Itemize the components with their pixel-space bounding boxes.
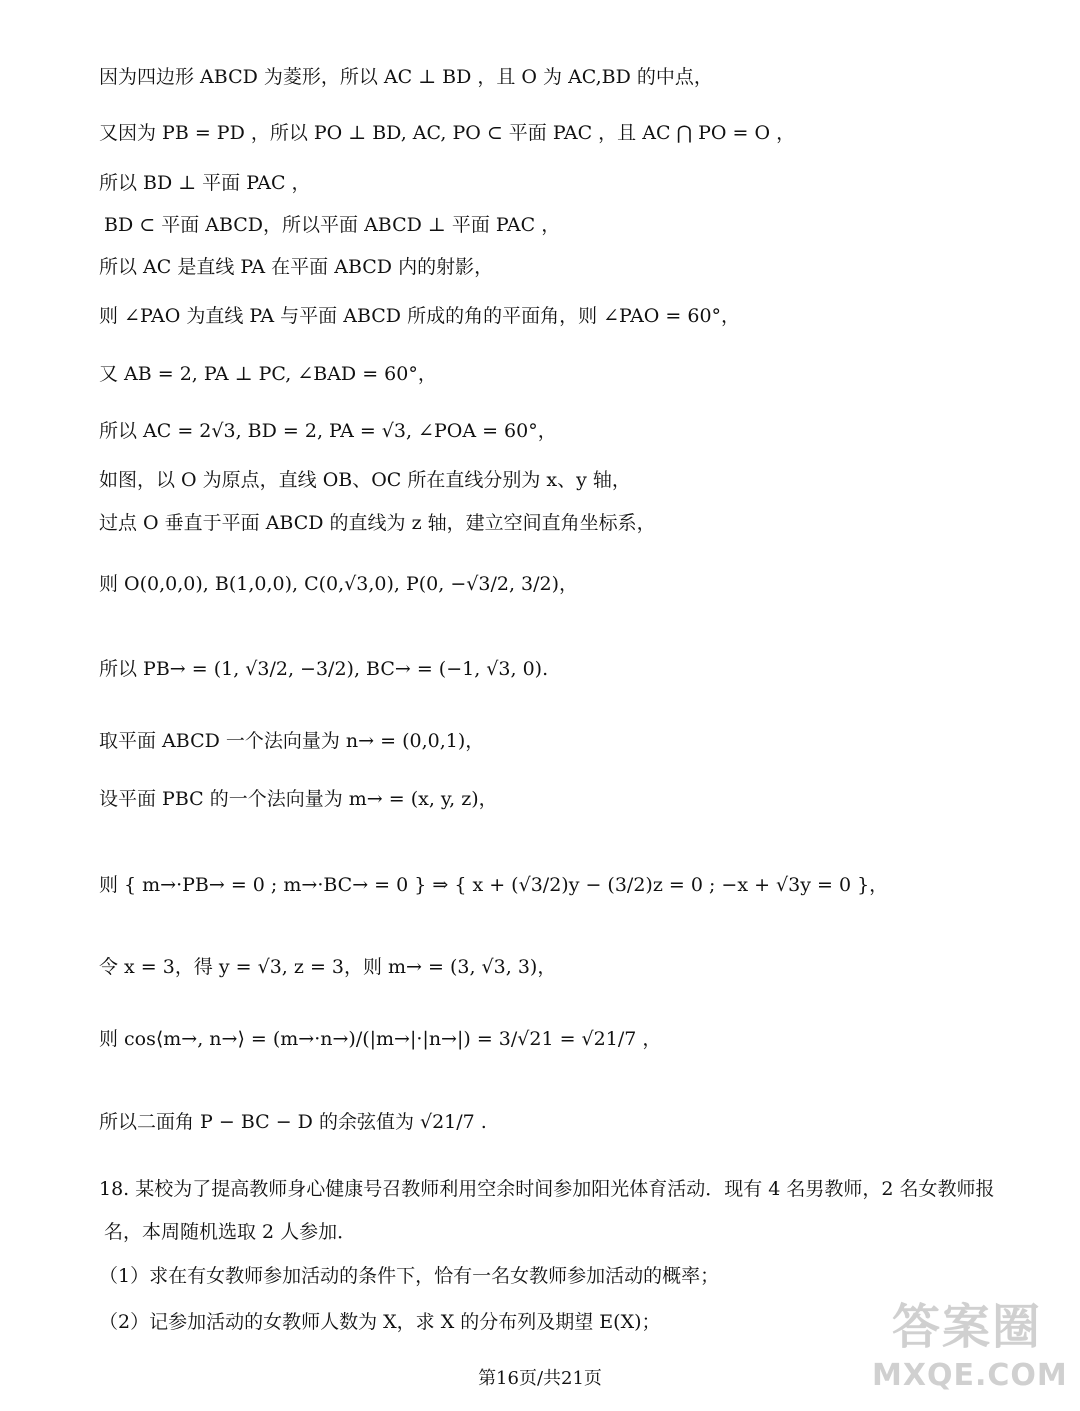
- text-line-11: 则 O(0,0,0), B(1,0,0), C(0,√3,0), P(0, −√3/2, 3/2)，: [99, 573, 579, 595]
- watermark-logo: [872, 1297, 1068, 1405]
- text-line-16: 令 x = 3，得 y = √3, z = 3，则 m→ = (3, √3, 3)，: [99, 956, 557, 978]
- problem-18-part-2: （2）记参加活动的女教师人数为 X，求 X 的分布列及期望 E(X)；: [99, 1311, 661, 1333]
- text-line-6: 则 ∠PAO 为直线 PA 与平面 ABCD 所成的角的平面角，则 ∠PAO = 60°，: [99, 305, 741, 327]
- text-line-1: 因为四边形 ABCD 为菱形，所以 AC ⊥ BD ，且 O 为 AC,BD 的中点，: [99, 66, 713, 88]
- text-line-14: 设平面 PBC 的一个法向量为 m→ = (x, y, z)，: [99, 788, 498, 810]
- text-line-8: 所以 AC = 2√3, BD = 2, PA = √3, ∠POA = 60°，: [99, 420, 557, 442]
- text-line-7: 又 AB = 2, PA ⊥ PC, ∠BAD = 60°，: [99, 363, 437, 385]
- text-line-18: 所以二面角 P − BC − D 的余弦值为 √21/7 .: [99, 1111, 487, 1133]
- problem-18-line-2: 名，本周随机选取 2 人参加．: [104, 1221, 357, 1243]
- problem-18-part-1: （1）求在有女教师参加活动的条件下，恰有一名女教师参加活动的概率；: [99, 1265, 720, 1287]
- problem-18-line-1: 18. 某校为了提高教师身心健康号召教师利用空余时间参加阳光体育活动．现有 4 名男教师，2 名女教师报: [99, 1178, 995, 1200]
- text-line-10: 过点 O 垂直于平面 ABCD 的直线为 z 轴，建立空间直角坐标系，: [99, 512, 656, 534]
- text-line-5: 所以 AC 是直线 PA 在平面 ABCD 内的射影，: [99, 256, 494, 278]
- text-line-9: 如图，以 O 为原点，直线 OB、OC 所在直线分别为 x、y 轴，: [99, 469, 631, 491]
- text-line-4: BD ⊂ 平面 ABCD，所以平面 ABCD ⊥ 平面 PAC ，: [104, 214, 561, 236]
- text-line-17: 则 cos⟨m→, n→⟩ = (m→·n→)/(|m→|·|n→|) = 3/√21 = √21/7 ，: [99, 1028, 662, 1050]
- watermark-top: 答案圈: [891, 1299, 1042, 1355]
- text-line-2: 又因为 PB = PD ，所以 PO ⊥ BD, AC, PO ⊂ 平面 PAC ，且 AC ⋂ PO = O ，: [99, 122, 796, 144]
- page-number: 第16页/共21页: [478, 1368, 602, 1389]
- text-line-12: 所以 PB→ = (1, √3/2, −3/2), BC→ = (−1, √3, 0).: [99, 658, 549, 680]
- text-line-13: 取平面 ABCD 一个法向量为 n→ = (0,0,1)，: [99, 730, 485, 752]
- watermark-bottom: MXQE.COM: [872, 1358, 1068, 1393]
- text-line-3: 所以 BD ⊥ 平面 PAC ，: [99, 172, 311, 194]
- text-line-15: 则 { m→·PB→ = 0 ; m→·BC→ = 0 } ⇒ { x + (√3/2)y − (3/2)z = 0 ; −x + √3y = 0 }，: [99, 874, 889, 896]
